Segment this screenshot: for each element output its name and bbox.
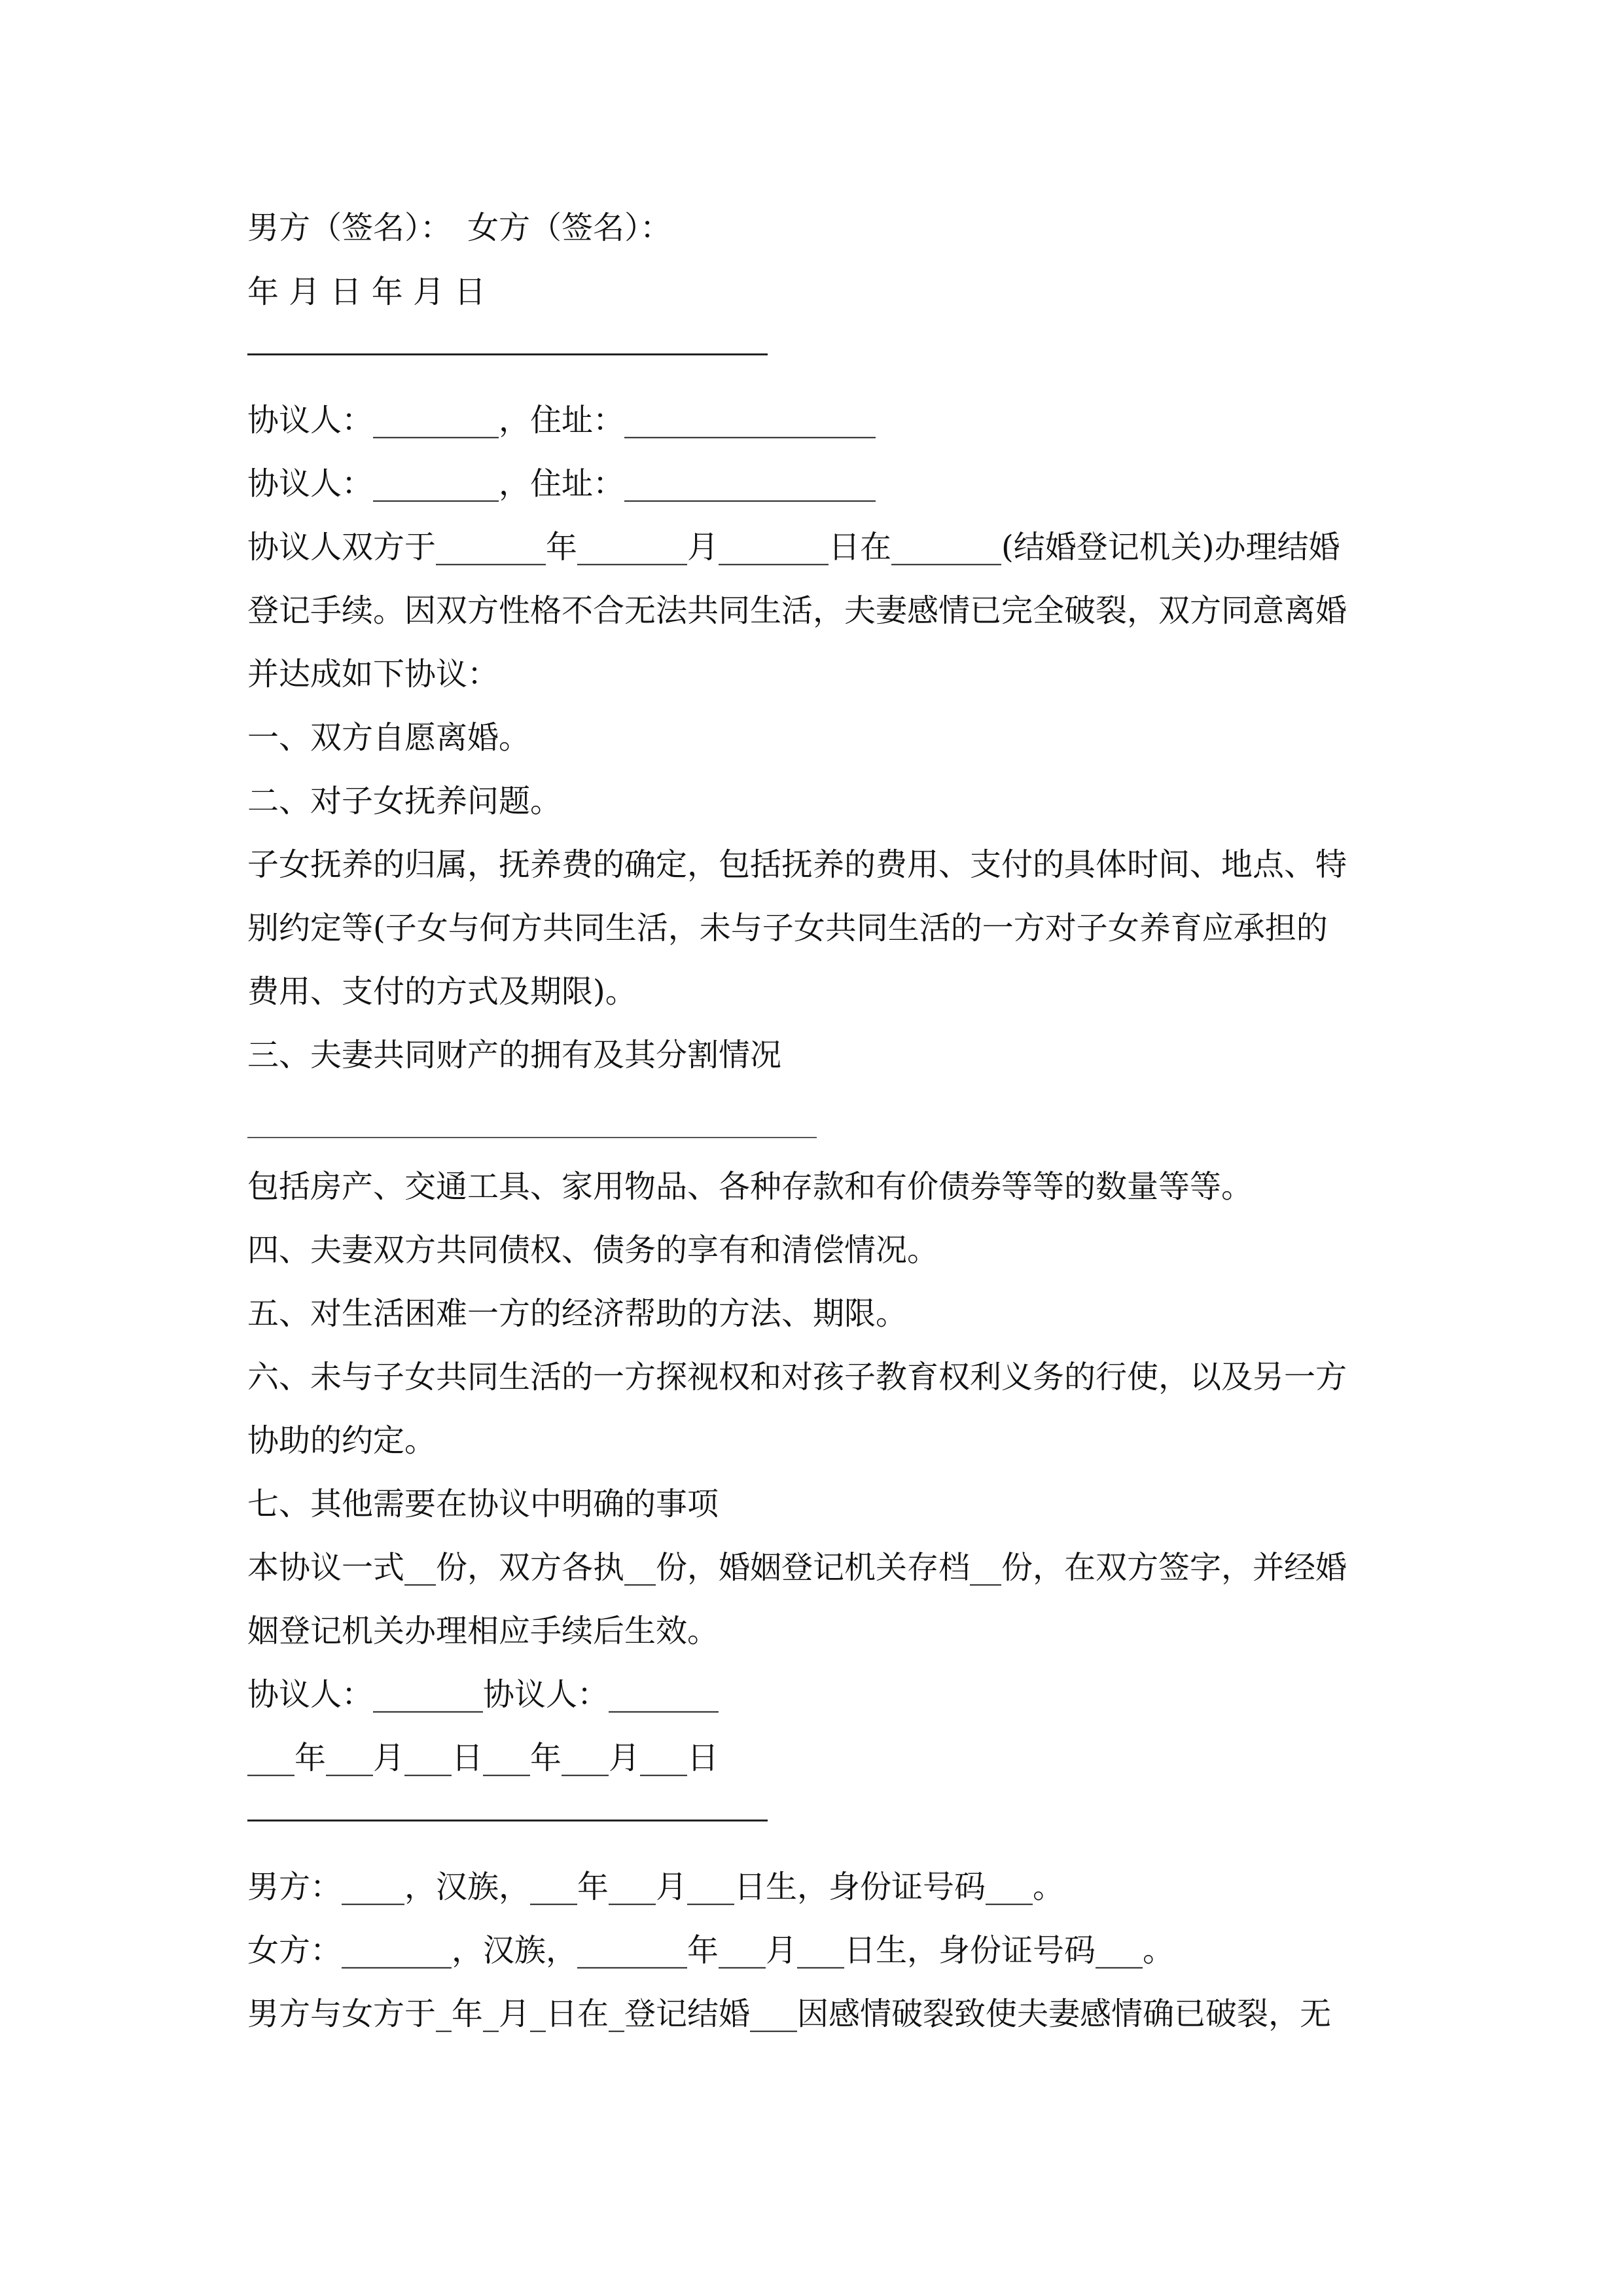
- clause-4: 四、夫妻双方共同债权、债务的享有和清偿情况。: [247, 1232, 939, 1268]
- clause-3-detail: 包括房产、交通工具、家用物品、各种存款和有价债券等等的数量等等。: [247, 1168, 1253, 1205]
- clause-6-line-1: 六、未与子女共同生活的一方探视权和对孩子教育权利义务的行使，以及另一方: [247, 1359, 1347, 1395]
- intro-line-2: 登记手续。因双方性格不合无法共同生活，夫妻感情已完全破裂，双方同意离婚: [247, 592, 1347, 629]
- clause-2-detail-3: 费用、支付的方式及期限)。: [247, 973, 637, 1010]
- closing-line-1: 本协议一式__份，双方各执__份，婚姻登记机关存档__份，在双方签字，并经婚: [247, 1549, 1347, 1586]
- clause-7: 七、其他需要在协议中明确的事项: [247, 1486, 719, 1522]
- male-party-line: 男方：____，汉族，___年___月___日生，身份证号码___。: [247, 1869, 1065, 1905]
- intro-line-1: 协议人双方于_______年_______月_______日在_______(结婚登记机关)办理结婚: [247, 529, 1340, 565]
- clause-5: 五、对生活困难一方的经济帮助的方法、期限。: [247, 1295, 908, 1332]
- blank-line: [247, 1137, 817, 1138]
- clause-3: 三、夫妻共同财产的拥有及其分割情况: [247, 1037, 782, 1073]
- signature-dates-line: 年 月 日 年 月 日: [247, 274, 486, 310]
- signers-line: 协议人：_______协议人：_______: [247, 1676, 719, 1713]
- intro-line-3: 并达成如下协议：: [247, 656, 499, 692]
- clause-2: 二、对子女抚养问题。: [247, 783, 562, 819]
- clause-6-line-2: 协助的约定。: [247, 1422, 437, 1459]
- clause-1: 一、双方自愿离婚。: [247, 719, 531, 756]
- closing-line-2: 姻登记机关办理相应手续后生效。: [247, 1613, 719, 1649]
- section-divider: [247, 353, 768, 355]
- party2-line: 协议人：________，住址：________________: [247, 465, 876, 502]
- section-divider: [247, 1820, 768, 1821]
- signature-parties-line: 男方（签名）： 女方（签名）：: [247, 209, 672, 246]
- marriage-intro-line: 男方与女方于_年_月_日在_登记结婚___因感情破裂致使夫妻感情确已破裂，无: [247, 1996, 1332, 2032]
- party1-line: 协议人：________，住址：________________: [247, 402, 876, 439]
- clause-2-detail-1: 子女抚养的归属，抚养费的确定，包括抚养的费用、支付的具体时间、地点、特: [247, 846, 1347, 883]
- clause-2-detail-2: 别约定等(子女与何方共同生活，未与子女共同生活的一方对子女养育应承担的: [247, 910, 1328, 946]
- female-party-line: 女方：_______，汉族，_______年___月___日生，身份证号码___。: [247, 1932, 1175, 1969]
- sign-dates-line: ___年___月___日___年___月___日: [247, 1740, 719, 1776]
